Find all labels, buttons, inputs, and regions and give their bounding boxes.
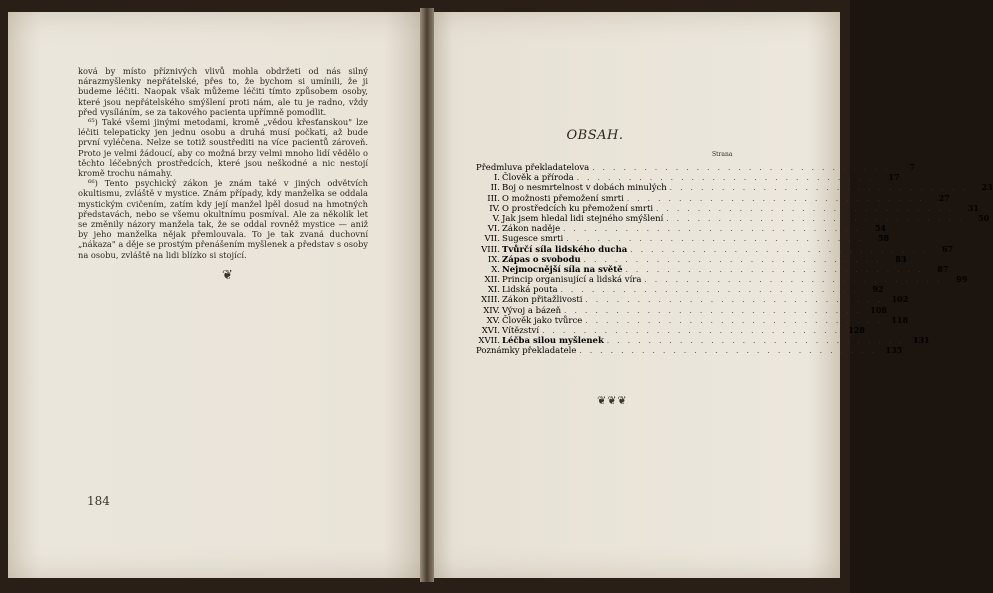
toc-column-header: Strana [712, 151, 733, 158]
toc-entry [476, 202, 979, 214]
toc-entry-page: 23 [981, 182, 993, 193]
toc-entry-page: 118 [891, 314, 909, 325]
toc-entry-number: III. [487, 193, 500, 204]
toc-entry-page: 50 [978, 212, 990, 223]
toc-entry [476, 172, 900, 184]
toc-entry-number: XIII. [481, 295, 500, 306]
toc-entry [476, 274, 968, 286]
toc-entry-label: Princip organisující a lidská víra [502, 275, 642, 286]
toc-entry-page: 135 [885, 345, 903, 356]
toc-entry-number: XI. [487, 285, 500, 296]
toc-leader-dots: . . . . . . . . . . . . . . . . . . . . . . . . . . . . . [542, 327, 840, 335]
toc-entry-page: 102 [891, 294, 909, 305]
toc-leader-dots: . . . . . . . . . . . . . . . . . . . . . . . . . . . . . [630, 245, 929, 254]
toc-entry-number: XVI. [481, 326, 500, 336]
toc-entry [476, 284, 884, 296]
toc-entry-page: 128 [848, 325, 865, 335]
toc-entry-number: VII. [484, 234, 500, 245]
toc-leader-dots: . . . . . . . . . . . . . . . . . . . . . . . . . . . . . [585, 316, 884, 325]
toc-entry-page: 83 [895, 253, 907, 264]
toc-entry-number: X. [491, 264, 500, 275]
toc-entry-label: O prostředcích ku přemožení smrti [502, 203, 654, 214]
toc-entry [476, 314, 909, 326]
toc-entry [476, 345, 903, 357]
toc-entry-label: Lidská pouta [502, 285, 558, 296]
toc-entry [476, 162, 916, 173]
toc-title: OBSAH. [566, 128, 624, 143]
toc-entry-label: Člověk a příroda [502, 173, 574, 184]
toc-entry-number: IX. [487, 254, 500, 265]
toc-entry-page: 131 [913, 335, 930, 346]
toc-entry-label: Zákon přitažlivosti [502, 295, 583, 306]
toc-entry [476, 192, 950, 204]
toc-leader-dots: . . . . . . . . . . . . . . . . . . . . . . . . . . . . . [585, 296, 884, 305]
toc-entry [476, 253, 907, 265]
toc-entry-page: 27 [938, 192, 950, 203]
toc-entry-label: Zápas o svobodu [502, 254, 581, 265]
page-number: 184 [87, 494, 110, 508]
toc-entry-number: I. [493, 173, 500, 184]
toc-entry-page: 54 [874, 223, 886, 234]
toc-entry-label: Sugesce smrti [502, 234, 564, 245]
left-page-text [78, 66, 368, 260]
toc-entry-page: 87 [937, 263, 949, 274]
toc-entry-label: Boj o nesmrtelnost v dobách minulých [502, 183, 667, 194]
toc-entry-label: Předmluva překladatelova [476, 163, 590, 173]
toc-entry-page: 92 [872, 284, 884, 295]
toc-leader-dots: . . . . . . . . . . . . . . . . . . . . . . . . . . . . . [625, 265, 924, 274]
toc-entry [476, 325, 865, 336]
toc-entry [476, 223, 886, 235]
toc-entry-page: 17 [888, 172, 900, 183]
toc-entry [476, 304, 887, 316]
paragraph: ⁶⁵) Také všemi jinými metodami, kromě „vědou křesťanskou" lze léčiti telepaticky jen jednu osobu a druhá musí počkati, až bude první vyléčena. Nelze se totiž soustřediti na více pacientů zároveň. Proto je velmi žádoucí, aby co možná brzy velmi mnoho lidí vědělo o těchto léčebných prostředcích, které jsou neškodné a nic nestojí kromě trochu námahy. [78, 117, 368, 179]
toc-leader-dots: . . . . . . . . . . . . . . . . . . . . . . . . . . . . . [656, 204, 954, 213]
toc-entry-page: 108 [870, 304, 887, 315]
toc-leader-dots: . . . . . . . . . . . . . . . . . . . . . . . . . . . . . [606, 337, 905, 346]
toc-entry-label: Léčba silou myšlenek [502, 336, 604, 347]
toc-leader-dots: . . . . . . . . . . . . . . . . . . . . . . . . . . . . . [564, 306, 862, 315]
toc-leader-dots: . . . . . . . . . . . . . . . . . . . . . . . . . . . . . [579, 347, 878, 356]
toc-entry-label: Jak jsem hledal lidi stejného smýšlení [502, 213, 664, 224]
toc-leader-dots: . . . . . . . . . . . . . . . . . . . . . . . . . . . . . [644, 276, 943, 285]
toc-entry-number: XII. [484, 275, 500, 286]
toc-leader-dots: . . . . . . . . . . . . . . . . . . . . . . . . . . . . . [560, 286, 859, 295]
toc-entry-label: Nejmocnější síla na světě [502, 264, 623, 275]
toc-entry-number: II. [490, 183, 500, 194]
toc-entry-label: O možnosti přemožení smrti [502, 193, 624, 204]
toc-entry-page: 58 [877, 233, 890, 244]
toc-entry-number: VI. [487, 224, 500, 235]
toc-leader-dots: . . . . . . . . . . . . . . . . . . . . . . . . . . . . . [592, 164, 891, 172]
toc-entry [476, 263, 949, 275]
paragraph: ⁶⁶) Tento psychický zákon je znám také v jiných odvětvích okultismu, zvláště v mystice. Znám případy, kdy manželka se oddala mystickým cvičením, zatím kdy její manžel lpěl dosud na hmotných představách, nebo se všemu okultnímu posmíval. Ale za několik let se změnily názory manžela tak, že se oddal rovněž mystice — aniž by jeho manželka nějak přemlouvala. To je tak zvaná duchovní „nákaza" a děje se prostým přenášením myšlenek a představ s osoby na osobu, zvláště na lidi blízko si stojící. [78, 178, 368, 260]
toc-entry-page: 67 [941, 243, 954, 254]
toc-entry [476, 243, 954, 255]
toc-entry-label: Tvůrčí síla lidského ducha [502, 244, 628, 255]
toc-entry [476, 294, 909, 306]
toc-entry-number: VIII. [481, 244, 500, 255]
toc-entry-label: Vývoj a bázeň [502, 305, 562, 316]
toc-leader-dots: . . . . . . . . . . . . . . . . . . . . . . . . . . . . . [583, 255, 882, 264]
paragraph: ková by místo příznivých vlivů mohla obdržeti od nás silný nárazmyšlenky nepřátelské, přes to, že bychom si umínili, že ji budeme léčiti. Naopak však můžeme léčiti tímto způsobem osoby, které jsou nepřátelského smýšlení proti nám, ale tu je radno, vždy před vysíláním, se za takového pacienta upřímně pomodlit. [78, 66, 368, 117]
toc-leader-dots: . . . . . . . . . . . . . . . . . . . . . . . . . . . . . [566, 235, 865, 244]
toc-entry-page: 99 [956, 274, 968, 285]
toc-entry-page: 7 [909, 162, 916, 172]
toc-entry-number: XIV. [483, 305, 500, 316]
toc-entry [476, 212, 990, 224]
toc-entry-label: Vítězství [502, 326, 540, 336]
toc-entry-page: 31 [967, 202, 979, 213]
toc-leader-dots: . . . . . . . . . . . . . . . . . . . . . . . . . . . . . [669, 184, 968, 193]
toc-entry [476, 233, 890, 245]
toc-entry [476, 335, 930, 347]
toc-entry-number: V. [492, 213, 500, 224]
toc-entry-number: XV. [486, 315, 500, 326]
toc-leader-dots: . . . . . . . . . . . . . . . . . . . . . . . . . . . . . [626, 194, 925, 203]
toc-entry-label: Zákon naděje [502, 224, 561, 235]
toc-leader-dots: . . . . . . . . . . . . . . . . . . . . . . . . . . . . . [563, 225, 861, 234]
book-gutter [420, 8, 434, 582]
toc-entry-label: Poznámky překladatele [476, 346, 577, 357]
ornament-icon: ❦ [222, 268, 234, 283]
ornament-icon: ❦❦❦ [597, 394, 628, 407]
table-of-contents [476, 162, 993, 357]
toc-entry-number: IV. [489, 203, 500, 214]
toc-entry-number: XVII. [478, 336, 500, 347]
toc-entry-label: Člověk jako tvůrce [502, 315, 583, 326]
toc-leader-dots: . . . . . . . . . . . . . . . . . . . . . . . . . . . . . [666, 214, 965, 223]
toc-entry [476, 182, 993, 194]
toc-leader-dots: . . . . . . . . . . . . . . . . . . . . . . . . . . . . . [576, 174, 875, 183]
